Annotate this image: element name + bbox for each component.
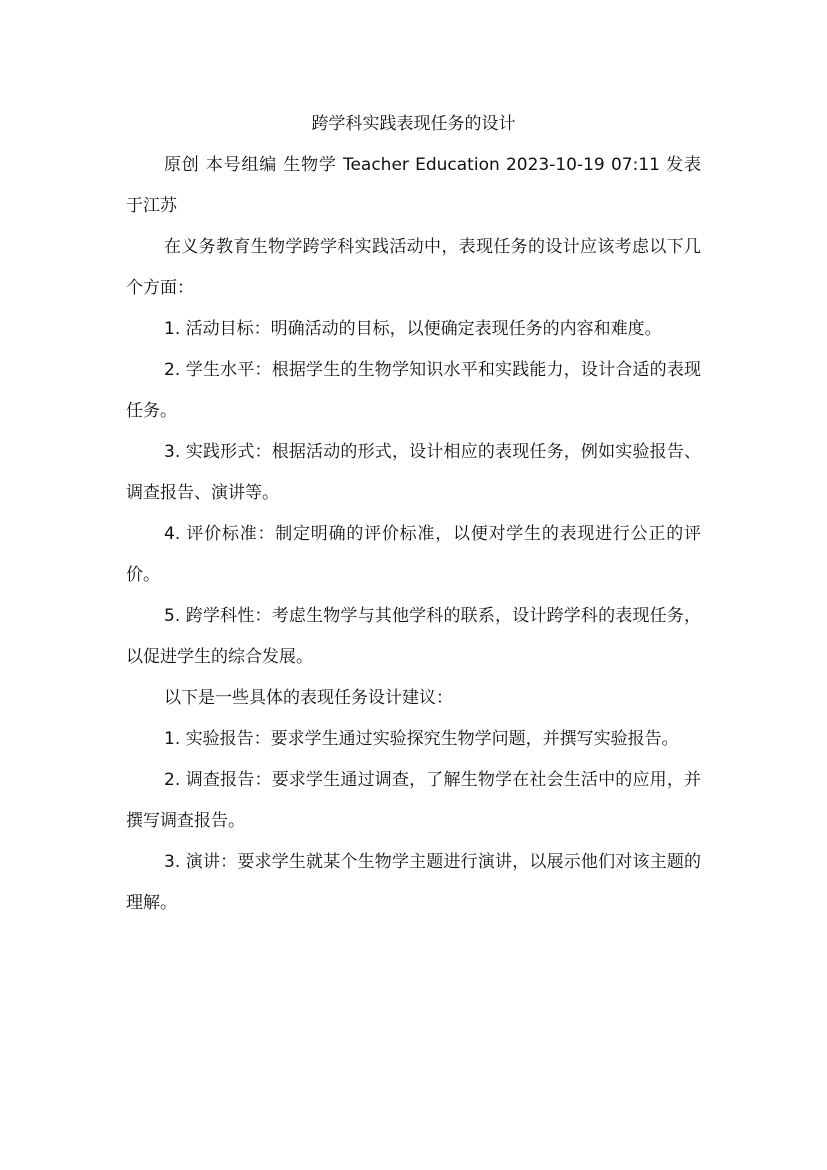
list-item: 3. 演讲：要求学生就某个生物学主题进行演讲，以展示他们对该主题的理解。 xyxy=(126,852,701,913)
list-item: 5. 跨学科性：考虑生物学与其他学科的联系，设计跨学科的表现任务，以促进学生的综合发展。 xyxy=(126,606,701,667)
document-page xyxy=(126,104,701,924)
intro-paragraph: 在义务教育生物学跨学科实践活动中，表现任务的设计应该考虑以下几个方面： xyxy=(126,237,701,298)
byline: 原创 本号组编 生物学 Teacher Education 2023-10-19 07:11 发表于江苏 xyxy=(126,155,701,216)
list-item: 3. 实践形式：根据活动的形式，设计相应的表现任务，例如实验报告、调查报告、演讲等。 xyxy=(126,442,701,503)
list-item: 1. 实验报告：要求学生通过实验探究生物学问题，并撰写实验报告。 xyxy=(164,729,679,749)
list-item: 2. 学生水平：根据学生的生物学知识水平和实践能力，设计合适的表现任务。 xyxy=(126,360,701,421)
list-item: 2. 调查报告：要求学生通过调查，了解生物学在社会生活中的应用，并撰写调查报告。 xyxy=(126,770,701,831)
suggestions-heading: 以下是一些具体的表现任务设计建议： xyxy=(164,688,453,708)
document-title: 跨学科实践表现任务的设计 xyxy=(311,114,516,134)
list-item: 1. 活动目标：明确活动的目标，以便确定表现任务的内容和难度。 xyxy=(164,319,662,339)
list-item: 4. 评价标准：制定明确的评价标准，以便对学生的表现进行公正的评价。 xyxy=(126,524,701,585)
